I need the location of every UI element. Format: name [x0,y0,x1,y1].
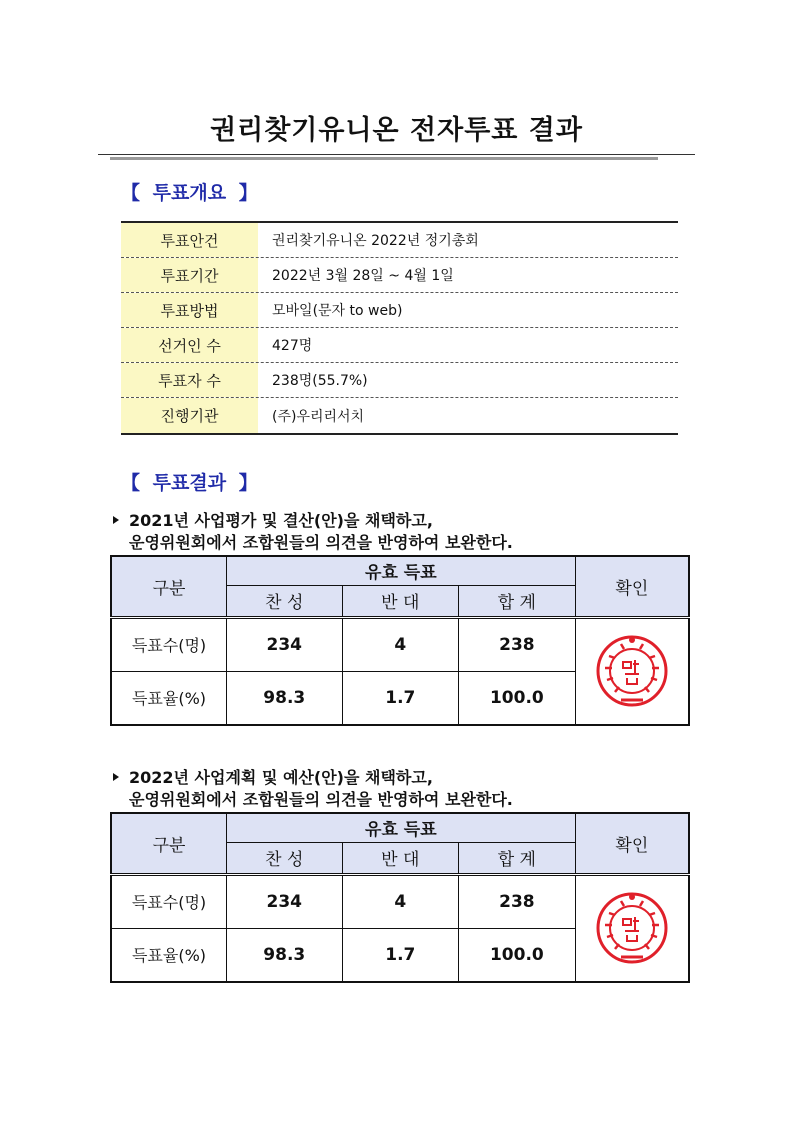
overview-row [121,223,678,258]
seal-cell [575,617,689,725]
no-value: 1.7 [342,671,459,725]
overview-value: 427명 [272,338,313,354]
valid-votes-header: 유효 득표 [226,556,575,585]
category-header: 구분 [111,813,226,874]
no-value: 4 [342,874,459,928]
yes-header: 찬 성 [226,842,342,874]
total-header: 합 계 [459,842,576,874]
overview-row [121,293,678,328]
no-header: 반 대 [342,585,459,617]
title-underline [98,154,695,155]
bracket-open: 【 [121,472,141,494]
overview-row [121,363,678,398]
overview-section-label: 투표개요 [152,182,227,204]
confirm-header: 확인 [575,813,689,874]
bracket-close: 】 [238,472,258,494]
results-section-label: 투표결과 [152,472,227,494]
total-value: 100.0 [459,671,576,725]
agenda-1-heading [113,510,513,554]
row-label: 득표수(명) [111,874,226,928]
seal-stamp-icon [595,634,669,708]
overview-value: 권리찾기유니온 2022년 정기총회 [272,233,479,249]
agenda-2-result-table [110,812,690,983]
overview-row [121,328,678,363]
row-label: 득표율(%) [111,671,226,725]
no-header: 반 대 [342,842,459,874]
total-value: 238 [459,617,576,671]
seal-stamp-icon [595,891,669,965]
overview-value: (주)우리리서치 [272,408,365,425]
seal-cell [575,874,689,982]
overview-section-heading [121,178,258,205]
yes-value: 98.3 [226,671,342,725]
page-title: 권리찾기유니온 전자투표 결과 [210,115,583,146]
yes-value: 234 [226,617,342,671]
valid-votes-header: 유효 득표 [226,813,575,842]
overview-label: 투표안건 [121,223,258,257]
overview-row [121,398,678,433]
overview-value: 238명(55.7%) [272,373,368,389]
overview-label: 투표기간 [121,258,258,292]
bracket-open: 【 [121,182,141,204]
results-section-heading [121,468,258,495]
bracket-close: 】 [238,182,258,204]
row-label: 득표수(명) [111,617,226,671]
overview-label: 선거인 수 [121,328,258,362]
confirm-header: 확인 [575,556,689,617]
overview-value: 2022년 3월 28일 ~ 4월 1일 [272,268,454,284]
total-value: 238 [459,874,576,928]
agenda-2-line2: 운영위원회에서 조합원들의 의견을 반영하여 보완한다. [129,790,513,809]
overview-value: 모바일(문자 to web) [272,303,403,319]
overview-label: 진행기관 [121,398,258,433]
no-value: 4 [342,617,459,671]
yes-value: 234 [226,874,342,928]
agenda-2-heading [113,767,513,811]
row-label: 득표율(%) [111,928,226,982]
no-value: 1.7 [342,928,459,982]
agenda-2-line1: 2022년 사업계획 및 예산(안)을 채택하고, [129,768,433,787]
total-header: 합 계 [459,585,576,617]
table-row [111,617,689,671]
category-header: 구분 [111,556,226,617]
agenda-1-result-table [110,555,690,726]
overview-table [121,221,678,435]
overview-label: 투표방법 [121,293,258,327]
total-value: 100.0 [459,928,576,982]
overview-row [121,258,678,293]
bullet-triangle-icon [113,773,119,781]
title-underline-shadow [110,157,658,160]
agenda-1-line1: 2021년 사업평가 및 결산(안)을 채택하고, [129,511,433,530]
table-row [111,874,689,928]
yes-header: 찬 성 [226,585,342,617]
agenda-1-line2: 운영위원회에서 조합원들의 의견을 반영하여 보완한다. [129,533,513,552]
bullet-triangle-icon [113,516,119,524]
overview-label: 투표자 수 [121,363,258,397]
yes-value: 98.3 [226,928,342,982]
